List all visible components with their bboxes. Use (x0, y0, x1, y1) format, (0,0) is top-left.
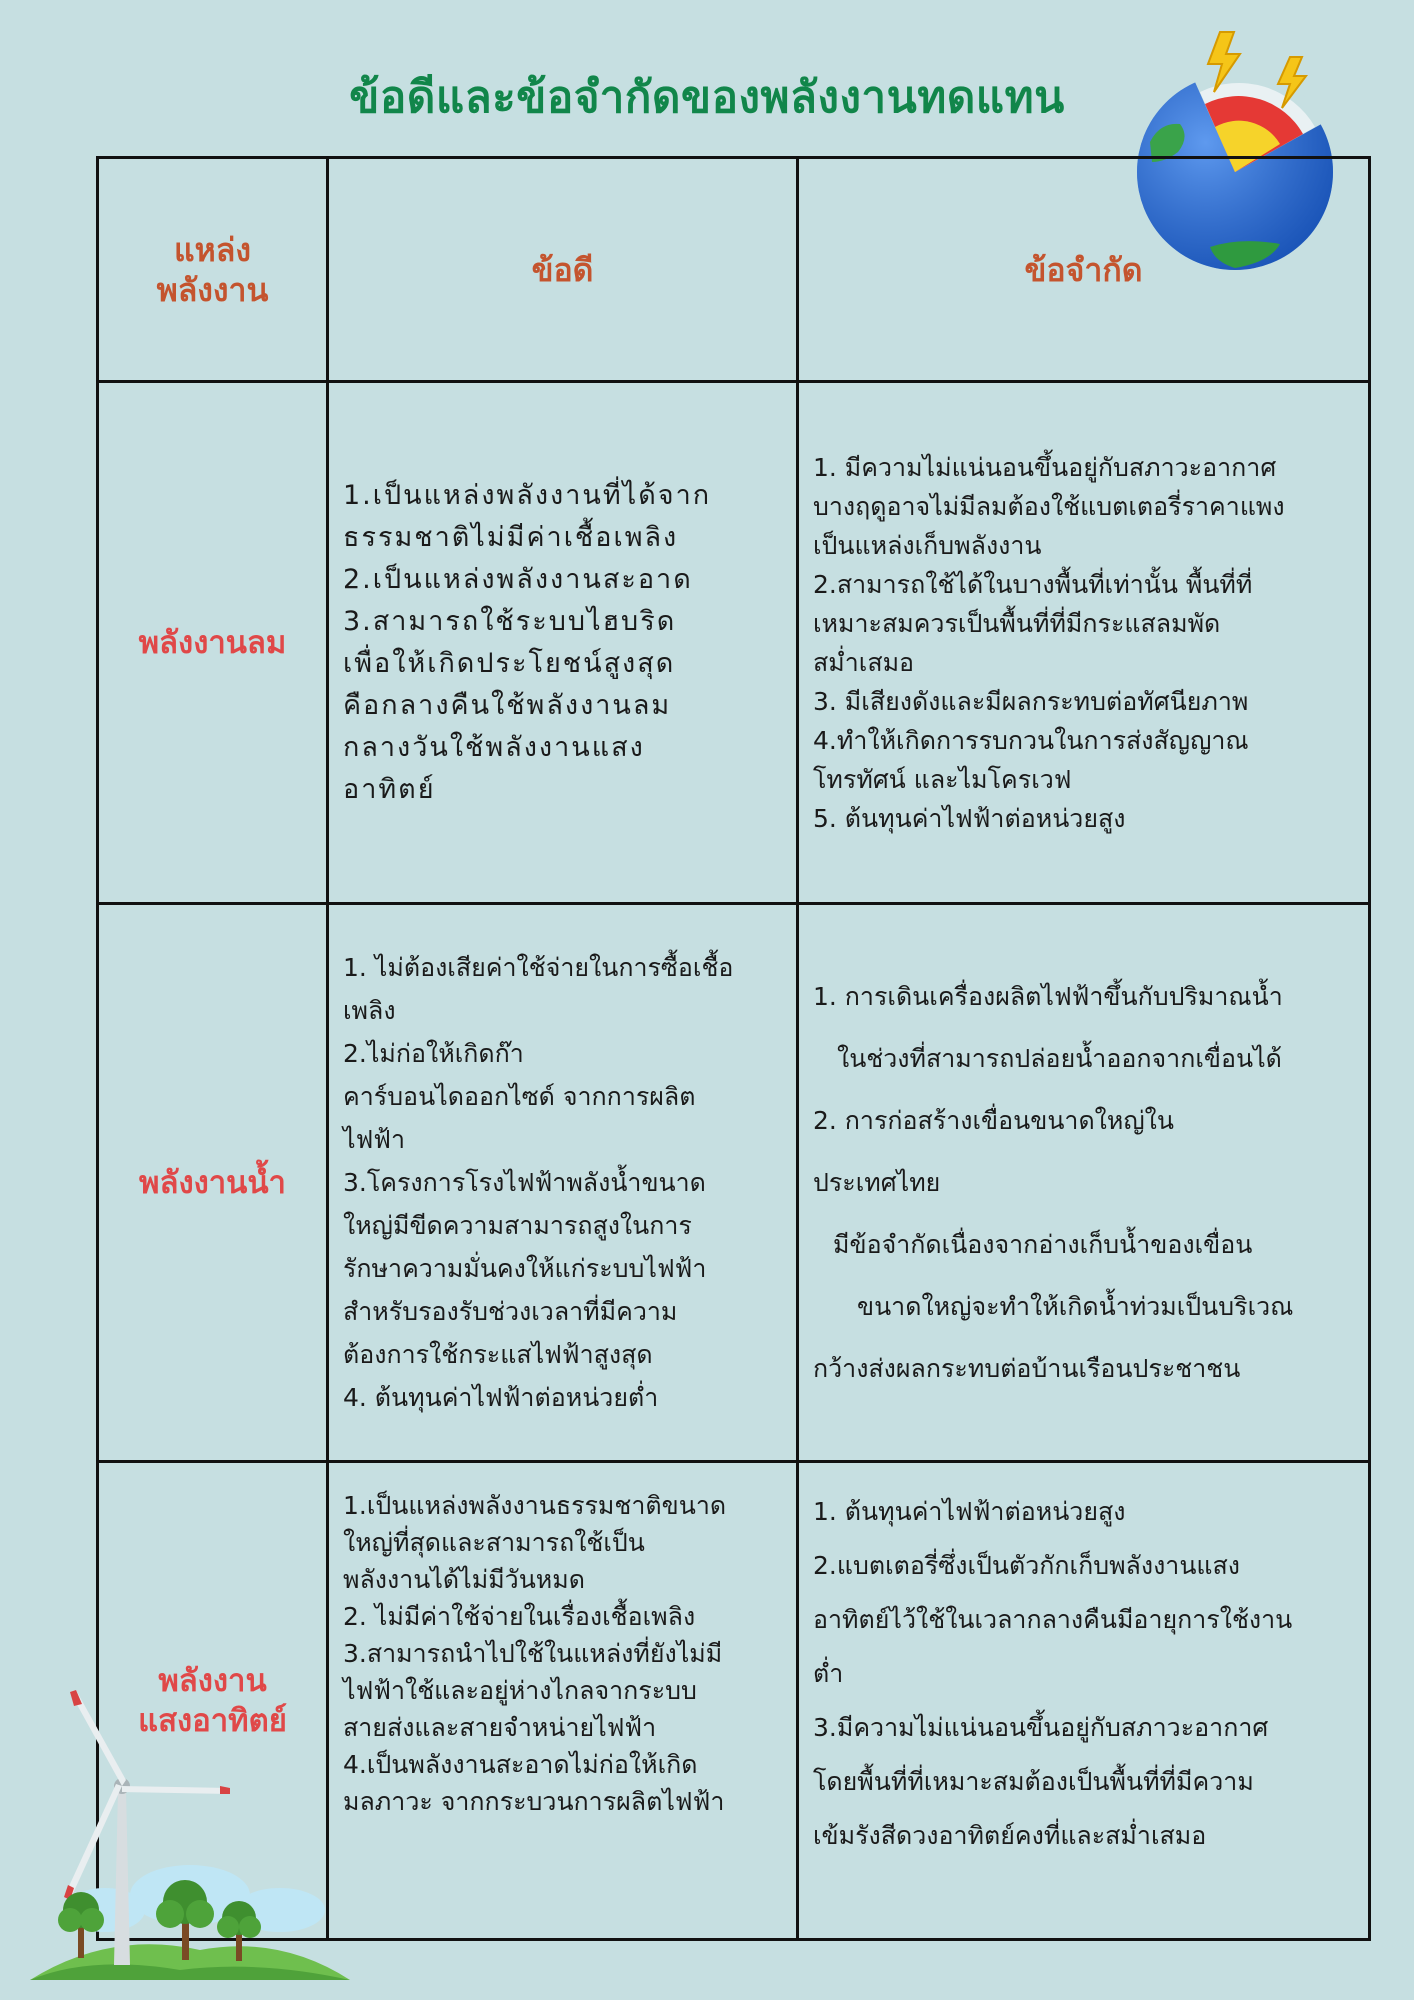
advantage-line: คาร์บอนไดออกไซด์ จากการผลิต (343, 1082, 696, 1111)
limitation-line: เป็นแหล่งเก็บพลังงาน (813, 530, 1042, 560)
advantage-line: 1.เป็นแหล่งพลังงานที่ได้จาก (343, 479, 712, 511)
limitation-line: 1. ต้นทุนค่าไฟฟ้าต่อหน่วยสูง (813, 1497, 1126, 1526)
advantage-line: รักษาความมั่นคงให้แก่ระบบไฟฟ้า (343, 1254, 707, 1283)
advantage-line: ใหญ่มีขีดความสามารถสูงในการ (343, 1211, 692, 1240)
advantage-line: ไฟฟ้าใช้และอยู่ห่างไกลจากระบบ (343, 1676, 697, 1705)
advantages-cell (328, 382, 798, 904)
limitation-line: 2.สามารถใช้ได้ในบางพื้นที่เท่านั้น พื้นที่ที่ (813, 569, 1253, 599)
limitation-line: 1. การเดินเครื่องผลิตไฟฟ้าขึ้นกับปริมาณน้ำ (813, 981, 1283, 1011)
advantage-line: 2. ไม่มีค่าใช้จ่ายในเรื่องเชื้อเพลิง (343, 1602, 696, 1631)
advantage-line: สำหรับรองรับช่วงเวลาที่มีความ (343, 1297, 678, 1326)
limitation-line: 2.แบตเตอรี่ซึ่งเป็นตัวกักเก็บพลังงานแสง (813, 1551, 1240, 1580)
limitation-line: สม่ำเสมอ (813, 647, 915, 677)
limitation-line: 3.มีความไม่แน่นอนขึ้นอยู่กับสภาวะอากาศ (813, 1713, 1269, 1742)
limitation-line: 5. ต้นทุนค่าไฟฟ้าต่อหน่วยสูง (813, 803, 1126, 833)
advantage-line: 2.ไม่ก่อให้เกิดก๊า (343, 1039, 524, 1068)
advantage-line: กลางวันใช้พลังงานแสง (343, 731, 645, 763)
table-header-row (98, 158, 1370, 382)
advantage-line: พลังงานได้ไม่มีวันหมด (343, 1565, 586, 1594)
wind-turbine-landscape-icon (30, 1680, 350, 1980)
limitations-cell (798, 382, 1370, 904)
advantage-line: คือกลางคืนใช้พลังงานลม (343, 689, 672, 721)
limitation-line: เข้มรังสีดวงอาทิตย์คงที่และสม่ำเสมอ (813, 1821, 1207, 1850)
limitations-cell (798, 1462, 1370, 1940)
header-limitations: ข้อจำกัด (798, 158, 1370, 382)
advantage-line: ธรรมชาติไม่มีค่าเชื้อเพลิง (343, 521, 679, 553)
advantage-line: 1. ไม่ต้องเสียค่าใช้จ่ายในการซื้อเชื้อ (343, 953, 734, 982)
limitation-line: ต่ำ (813, 1659, 844, 1688)
advantage-line: ไฟฟ้า (343, 1125, 406, 1154)
table-row (98, 904, 1370, 1462)
energy-comparison-table (96, 156, 1371, 1941)
limitation-line: โทรทัศน์ และไมโครเวฟ (813, 764, 1072, 794)
page-title: ข้อดีและข้อจำกัดของพลังงานทดแทน (349, 72, 1065, 123)
advantage-line: เพลิง (343, 996, 396, 1025)
advantage-line: 2.เป็นแหล่งพลังงานสะอาด (343, 563, 693, 595)
limitation-line: มีข้อจำกัดเนื่องจากอ่างเก็บน้ำของเขื่อน (833, 1229, 1253, 1259)
advantage-line: มลภาวะ จากกระบวนการผลิตไฟฟ้า (343, 1787, 725, 1816)
source-hydro: พลังงานน้ำ (98, 904, 328, 1462)
advantage-line: ใหญ่ที่สุดและสามารถใช้เป็น (343, 1528, 645, 1557)
advantages-cell (328, 1462, 798, 1940)
limitation-line: 4.ทำให้เกิดการรบกวนในการส่งสัญญาณ (813, 725, 1249, 755)
source-solar-label: พลังงาน แสงอาทิตย์ (138, 1662, 287, 1739)
advantages-cell (328, 904, 798, 1462)
advantage-line: 3.สามารถนำไปใช้ในแหล่งที่ยังไม่มี (343, 1639, 723, 1668)
advantage-line: 3.สามารถใช้ระบบไฮบริด (343, 605, 677, 637)
advantage-line: 3.โครงการโรงไฟฟ้าพลังน้ำขนาด (343, 1168, 706, 1197)
limitation-line: อาทิตย์ไว้ใช้ในเวลากลางคืนมีอายุการใช้งาน (813, 1605, 1293, 1634)
advantage-line: 1.เป็นแหล่งพลังงานธรรมชาติขนาด (343, 1491, 727, 1520)
advantage-line: อาทิตย์ (343, 773, 436, 805)
limitation-line: 3. มีเสียงดังและมีผลกระทบต่อทัศนียภาพ (813, 686, 1249, 716)
limitation-line: กว้างส่งผลกระทบต่อบ้านเรือนประชาชน (813, 1353, 1241, 1383)
header-source-label: แหล่ง พลังงาน (156, 230, 269, 309)
limitation-line: 1. มีความไม่แน่นอนขึ้นอยู่กับสภาวะอากาศ (813, 452, 1277, 482)
limitation-line: ขนาดใหญ่จะทำให้เกิดน้ำท่วมเป็นบริเวณ (857, 1291, 1294, 1321)
advantage-line: สายส่งและสายจำหน่ายไฟฟ้า (343, 1713, 657, 1742)
limitation-line: โดยพื้นที่ที่เหมาะสมต้องเป็นพื้นที่ที่มีความ (813, 1767, 1254, 1796)
limitation-line: ในช่วงที่สามารถปล่อยน้ำออกจากเขื่อนได้ (837, 1043, 1282, 1073)
limitation-line: บางฤดูอาจไม่มีลมต้องใช้แบตเตอรี่ราคาแพง (813, 491, 1285, 521)
limitation-line: 2. การก่อสร้างเขื่อนขนาดใหญ่ใน (813, 1105, 1174, 1135)
limitation-line: เหมาะสมควรเป็นพื้นที่ที่มีกระแสลมพัด (813, 608, 1221, 638)
advantage-line: 4. ต้นทุนค่าไฟฟ้าต่อหน่วยต่ำ (343, 1383, 659, 1412)
advantage-line: 4.เป็นพลังงานสะอาดไม่ก่อให้เกิด (343, 1750, 698, 1779)
limitation-line: ประเทศไทย (813, 1167, 941, 1197)
limitations-cell (798, 904, 1370, 1462)
advantage-line: ต้องการใช้กระแสไฟฟ้าสูงสุด (343, 1340, 653, 1369)
source-wind: พลังงานลม (98, 382, 328, 904)
table-row (98, 382, 1370, 904)
header-advantages: ข้อดี (328, 158, 798, 382)
header-source (98, 158, 328, 382)
advantage-line: เพื่อให้เกิดประโยชน์สูงสุด (343, 647, 676, 679)
